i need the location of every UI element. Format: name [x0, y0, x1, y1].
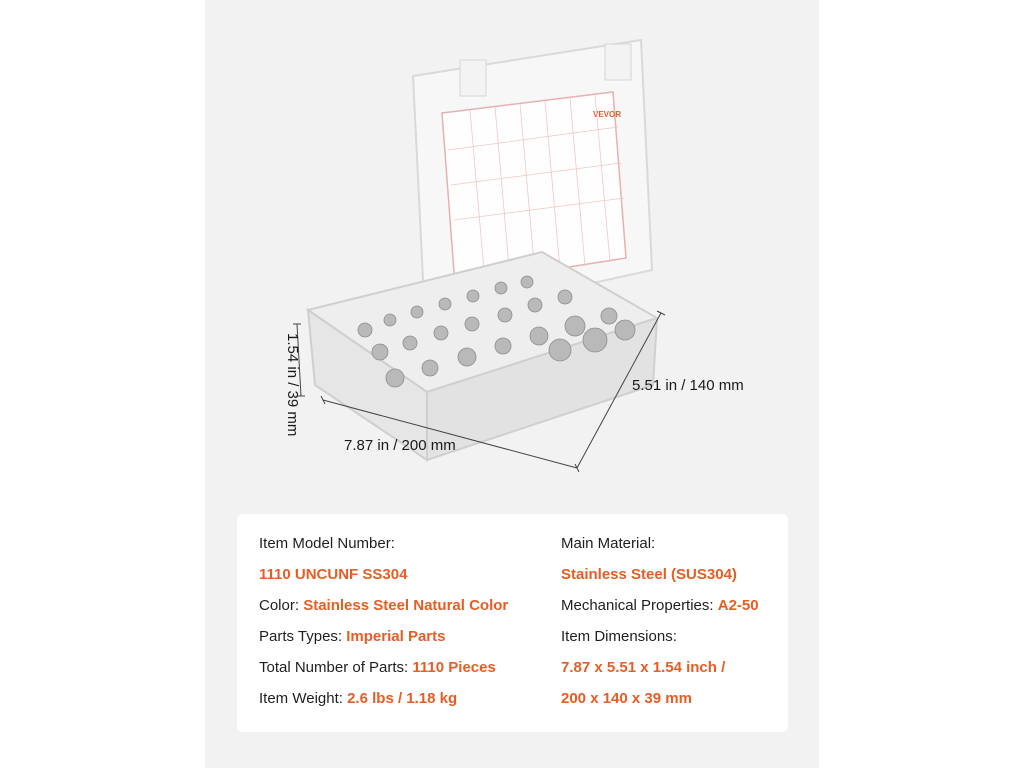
spec-row [561, 563, 759, 594]
spec-value: 1110 Pieces [412, 659, 496, 676]
spec-row [259, 594, 508, 625]
spec-label: Parts Types: [259, 628, 347, 645]
spec-row [259, 625, 508, 656]
brand-logo: VEVOR [593, 110, 622, 119]
spec-value: 7.87 x 5.51 x 1.54 inch / [561, 659, 726, 676]
spec-card [237, 514, 788, 732]
spec-row [259, 656, 508, 687]
spec-label: Total Number of Parts: [259, 659, 413, 676]
spec-row [259, 687, 508, 718]
spec-row [561, 687, 759, 718]
spec-row [561, 656, 759, 687]
spec-value: 2.6 lbs / 1.18 kg [347, 690, 458, 707]
spec-value: A2-50 [717, 597, 759, 614]
spec-label: Item Model Number: [259, 535, 395, 552]
spec-value: Imperial Parts [346, 628, 446, 645]
spec-row [561, 625, 759, 656]
spec-column-left [259, 532, 508, 718]
spec-column-right [561, 532, 759, 718]
spec-row [259, 532, 508, 563]
width-dimension-label: 7.87 in / 200 mm [344, 437, 456, 454]
spec-row [259, 563, 508, 594]
spec-value: 1110 UNCUNF SS304 [259, 566, 408, 583]
spec-label: Color: [259, 597, 304, 614]
spec-row [561, 532, 759, 563]
spec-row [561, 594, 759, 625]
spec-value: Stainless Steel Natural Color [303, 597, 509, 614]
spec-label: Main Material: [561, 535, 656, 552]
spec-label: Item Dimensions: [561, 628, 677, 645]
spec-value: 200 x 140 x 39 mm [561, 690, 692, 707]
height-dimension-label: 1.54 in / 39 mm [284, 333, 301, 437]
depth-dimension-label: 5.51 in / 140 mm [632, 377, 744, 394]
spec-label: Item Weight: [259, 690, 348, 707]
spec-value: Stainless Steel (SUS304) [561, 566, 737, 583]
spec-label: Mechanical Properties: [561, 597, 718, 614]
